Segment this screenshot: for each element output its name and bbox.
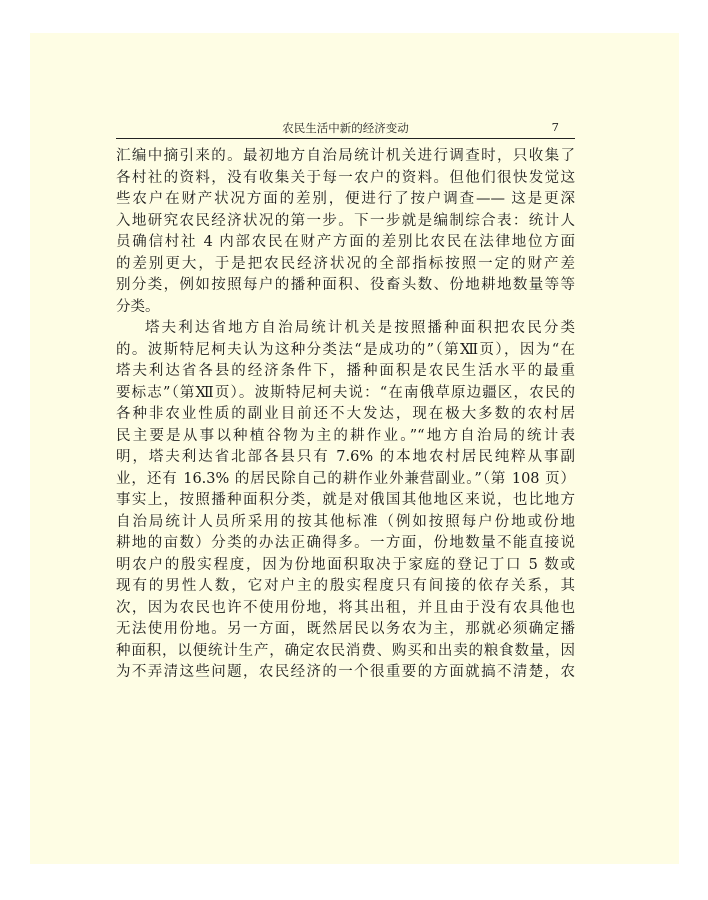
text-line: 自治局统计人员所采用的按其他标准（例如按照每户份地或份地 (116, 513, 575, 530)
text-line: 汇编中摘引来的。最初地方自治局统计机关进行调查时，只收集了 (116, 148, 575, 164)
text-line: 明，塔夫利达省北部各县只有 7.6% 的本地农村居民纯粹从事副 (116, 449, 575, 465)
text-line: 塔夫利达省地方自治局统计机关是按照播种面积把农民分类 (145, 320, 575, 336)
text-line: 业，还有 16.3% 的居民除自己的耕作业外兼营副业。”（第 108 页） (116, 470, 575, 487)
running-header-title: 农民生活中新的经济变动 (282, 121, 409, 135)
text-line: 些农户在财产状况方面的差别，便进行了按户调查—— 这是更深 (116, 191, 575, 207)
page-number: 7 (551, 120, 559, 134)
text-line: 为不弄清这些问题，农民经济的一个很重要的方面就搞不清楚，农 (116, 664, 575, 680)
text-line: 种面积，以便统计生产，确定农民消费、购买和出卖的粮食数量，因 (116, 642, 575, 659)
text-line: 要标志”（第Ⅻ页）。波斯特尼柯夫说：“在南俄草原边疆区，农民的 (116, 384, 575, 401)
text-line: 的差别更大，于是把农民经济状况的全部指标按照一定的财产差 (116, 255, 575, 272)
text-line: 事实上，按照播种面积分类，就是对俄国其他地区来说，也比地方 (116, 492, 575, 508)
text-line: 耕地的亩数）分类的办法正确得多。一方面，份地数量不能直接说 (116, 535, 575, 551)
text-line: 民主要是从事以种植谷物为主的耕作业。”“地方自治局的统计表 (116, 427, 575, 444)
text-line: 无法使用份地。另一方面，既然居民以务农为主，那就必须确定播 (116, 621, 575, 637)
text-line: 员确信村社 4 内部农民在财产方面的差别比农民在法律地位方面 (116, 234, 575, 250)
running-header (116, 116, 575, 139)
text-line: 入地研究农民经济状况的第一步。下一步就是编制综合表：统计人 (116, 212, 575, 229)
text-line: 次，因为农民也许不使用份地，将其出租，并且由于没有农具他也 (116, 599, 575, 616)
text-line: 明农户的殷实程度，因为份地面积取决于家庭的登记丁口 5 数或 (116, 556, 575, 573)
body-text (116, 146, 575, 684)
text-line: 的。波斯特尼柯夫认为这种分类法“是成功的”（第Ⅻ页），因为“在 (116, 341, 575, 358)
text-line: 各种非农业性质的副业目前还不大发达，现在极大多数的农村居 (116, 406, 575, 422)
text-line: 别分类，例如按照每户的播种面积、役畜头数、份地耕地数量等等 (116, 277, 575, 293)
text-line: 分类。 (116, 298, 160, 315)
text-line: 各村社的资料，没有收集关于每一农户的资料。但他们很快发觉这 (116, 169, 575, 186)
text-line: 塔夫利达省各县的经济条件下，播种面积是农民生活水平的最重 (116, 363, 575, 379)
text-line: 现有的男性人数，它对户主的殷实程度只有间接的依存关系，其 (116, 578, 575, 594)
